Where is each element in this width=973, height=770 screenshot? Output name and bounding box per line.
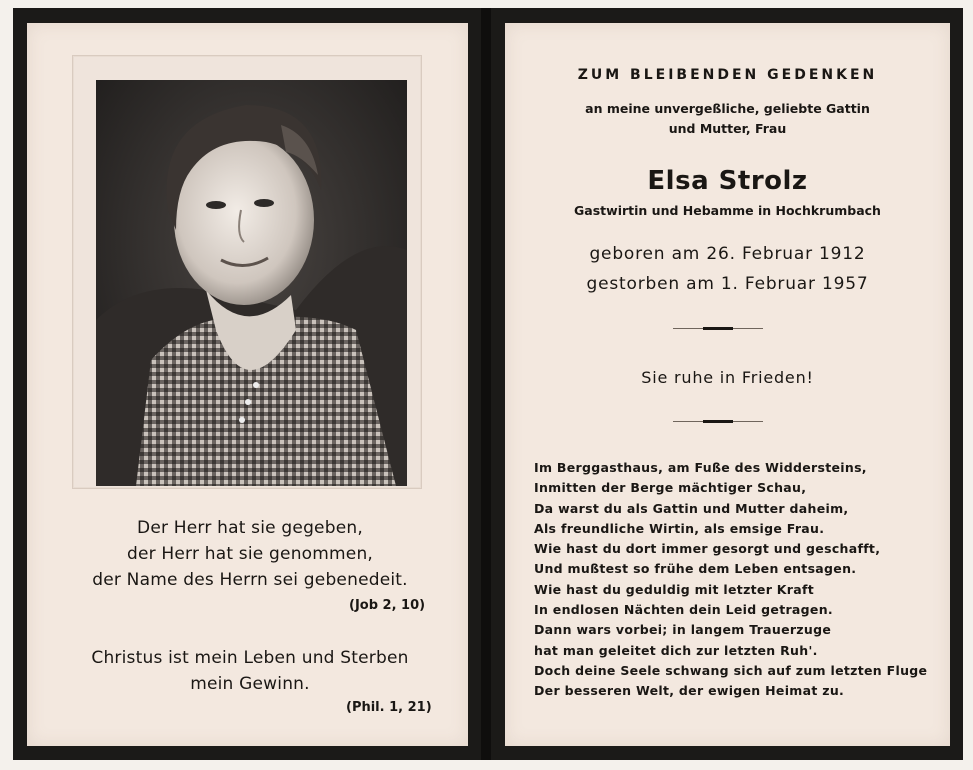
divider-top bbox=[673, 328, 763, 329]
verse-2 bbox=[40, 645, 460, 697]
intro-line: an meine unvergeßliche, geliebte Gattin bbox=[585, 101, 870, 116]
reference-job: (Job 2, 10) bbox=[349, 598, 426, 613]
deceased-name: Elsa Strolz bbox=[647, 166, 808, 196]
verse-2-line: mein Gewinn. bbox=[190, 674, 310, 694]
card-fold bbox=[481, 8, 491, 760]
verse-1 bbox=[40, 515, 460, 593]
poem-line: Doch deine Seele schwang sich auf zum letzten Fluge bbox=[534, 662, 928, 678]
reference-phil: (Phil. 1, 21) bbox=[346, 700, 432, 715]
dates bbox=[505, 239, 950, 299]
verse-1-line: der Herr hat sie genommen, bbox=[126, 544, 374, 564]
death-date: gestorben am 1. Februar 1957 bbox=[586, 274, 869, 294]
verse-1-line: der Name des Herrn sei gebenedeit. bbox=[92, 570, 408, 590]
poem-line: Wie hast du dort immer gesorgt und geschafft, bbox=[534, 541, 881, 557]
rest-in-peace: Sie ruhe in Frieden! bbox=[641, 368, 814, 387]
portrait-photo bbox=[96, 80, 407, 486]
memorial-heading: ZUM BLEIBENDEN GEDENKEN bbox=[577, 67, 878, 83]
poem-line: In endlosen Nächten dein Leid getragen. bbox=[534, 602, 833, 618]
poem-line: Der besseren Welt, der ewigen Heimat zu. bbox=[534, 683, 845, 699]
intro-text bbox=[505, 99, 950, 139]
verse-1-line: Der Herr hat sie gegeben, bbox=[137, 518, 363, 538]
poem-line: hat man geleitet dich zur letzten Ruh'. bbox=[534, 642, 818, 658]
memorial-poem bbox=[534, 458, 954, 702]
poem-line: Da warst du als Gattin und Mutter daheim, bbox=[534, 500, 849, 516]
poem-line: Und mußtest so frühe dem Leben entsagen. bbox=[534, 561, 857, 577]
poem-line: Wie hast du geduldig mit letzter Kraft bbox=[534, 581, 815, 597]
birth-date: geboren am 26. Februar 1912 bbox=[589, 244, 866, 264]
profession: Gastwirtin und Hebamme in Hochkrumbach bbox=[574, 203, 881, 218]
intro-line: und Mutter, Frau bbox=[668, 121, 787, 136]
verse-2-line: Christus ist mein Leben und Sterben bbox=[91, 648, 409, 668]
poem-line: Dann wars vorbei; in langem Trauerzuge bbox=[534, 622, 832, 638]
poem-line: Im Berggasthaus, am Fuße des Widdersteins, bbox=[534, 460, 867, 475]
poem-line: Inmitten der Berge mächtiger Schau, bbox=[534, 480, 807, 496]
poem-line: Als freundliche Wirtin, als emsige Frau. bbox=[534, 520, 825, 536]
divider-bottom bbox=[673, 421, 763, 422]
